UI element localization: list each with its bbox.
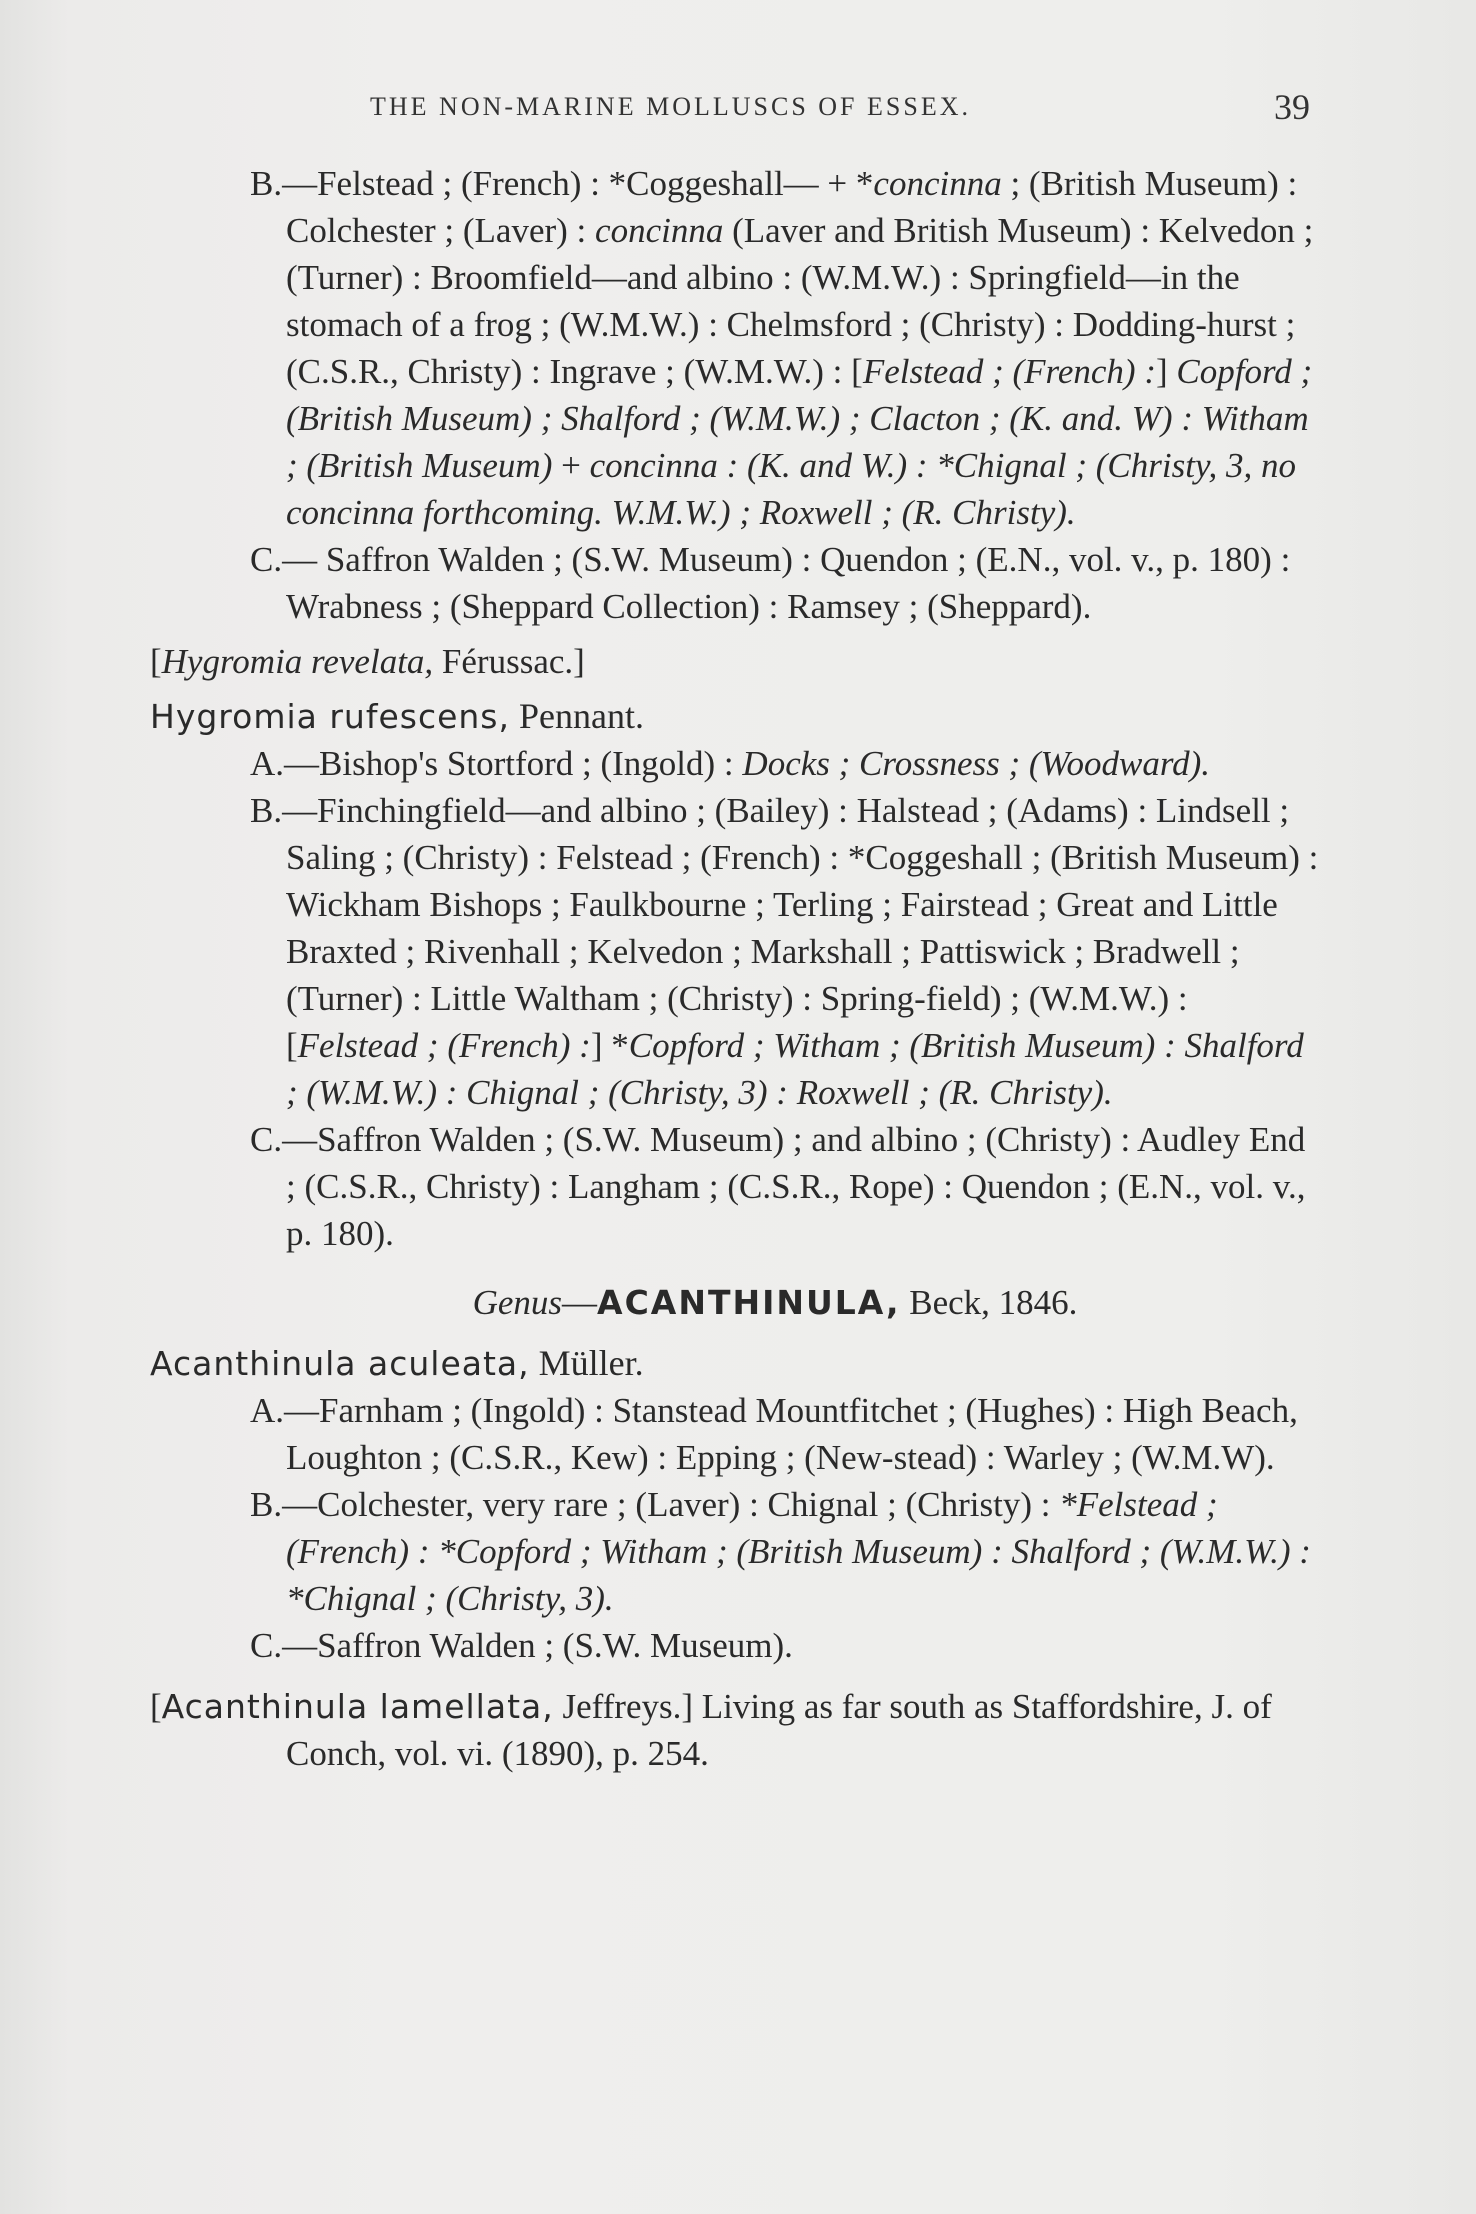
spacer (150, 1669, 1320, 1683)
species-hygromia-revelata: [Hygromia revelata, Férussac.] (150, 642, 585, 681)
locality-b-hygromia-previous: B.—Felstead ; (French) : *Coggeshall— + *concinna ; (British Museum) : Colchester ; (Laver) : concinna (Laver and British Museum) : Kelvedon ; (Turner) : Broomfield—and albino : (W.M.W.) : Springfield—in the stomach of a frog ; (W.M.W.) : Chelmsford ; (Christy) : Dodding-hurst ; (C.S.R., Christy) : Ingrave ; (W.M.W.) : [Felstead ; (French) :] Copford ; (British Museum) ; Shalford ; (W.M.W.) ; Clacton ; (K. and. W) : Witham ; (British Museum) + concinna : (K. and W.) : *Chignal ; (Christy, 3, no concinna forthcoming. W.M.W.) ; Roxwell ; (R. Christy). (250, 164, 1314, 532)
species-acanthinula-lamellata: [Acanthinula lamellata, Jeffreys.] Living as far south as Staffordshire, J. of Conch, vol. vi. (1890), p. 254. (150, 1687, 1272, 1773)
locality-a-rufescens: A.—Bishop's Stortford ; (Ingold) : Docks ; Crossness ; (Woodward). (250, 744, 1211, 783)
locality-c-rufescens: C.—Saffron Walden ; (S.W. Museum) ; and albino ; (Christy) : Audley End ; (C.S.R., Christy) : Langham ; (C.S.R., Rope) : Quendon ; (E.N., vol. v., p. 180). (250, 1120, 1306, 1253)
locality-c-hygromia-previous: C.— Saffron Walden ; (S.W. Museum) : Quendon ; (E.N., vol. v., p. 180) : Wrabness ; (Sheppard Collection) : Ramsey ; (Sheppard). (250, 540, 1291, 626)
page-header (150, 86, 1310, 136)
genus-heading: Genus—ACANTHINULA, Beck, 1846. (472, 1283, 1078, 1322)
running-title: THE NON-MARINE MOLLUSCS OF ESSEX. (370, 92, 971, 121)
species-acanthinula-aculeata: Acanthinula aculeata, Müller. (150, 1343, 644, 1383)
locality-c-aculeata: C.—Saffron Walden ; (S.W. Museum). (250, 1626, 793, 1665)
species-hygromia-rufescens: Hygromia rufescens, Pennant. (150, 696, 644, 736)
locality-a-aculeata: A.—Farnham ; (Ingold) : Stanstead Mountfitchet ; (Hughes) : High Beach, Loughton ; (C.S.R., Kew) : Epping ; (New-stead) : Warley ; (W.M.W). (250, 1391, 1298, 1477)
page-number: 39 (1274, 87, 1310, 127)
locality-b-aculeata: B.—Colchester, very rare ; (Laver) : Chignal ; (Christy) : *Felstead ; (French) : *Copford ; Witham ; (British Museum) : Shalford ; (W.M.W.) : *Chignal ; (Christy, 3). (250, 1485, 1311, 1618)
body-text (150, 160, 1320, 1777)
locality-b-rufescens: B.—Finchingfield—and albino ; (Bailey) : Halstead ; (Adams) : Lindsell ; Saling ; (Christy) : Felstead ; (French) : *Coggeshall ; (British Museum) : Wickham Bishops ; Faulkbourne ; Terling ; Fairstead ; Great and Little Braxted ; Rivenhall ; Kelvedon ; Markshall ; Pattiswick ; Bradwell ; (Turner) : Little Waltham ; (Christy) : Spring-field) ; (W.M.W.) : [Felstead ; (French) :] *Copford ; Witham ; (British Museum) : Shalford ; (W.M.W.) : Chignal ; (Christy, 3) : Roxwell ; (R. Christy). (250, 791, 1319, 1112)
